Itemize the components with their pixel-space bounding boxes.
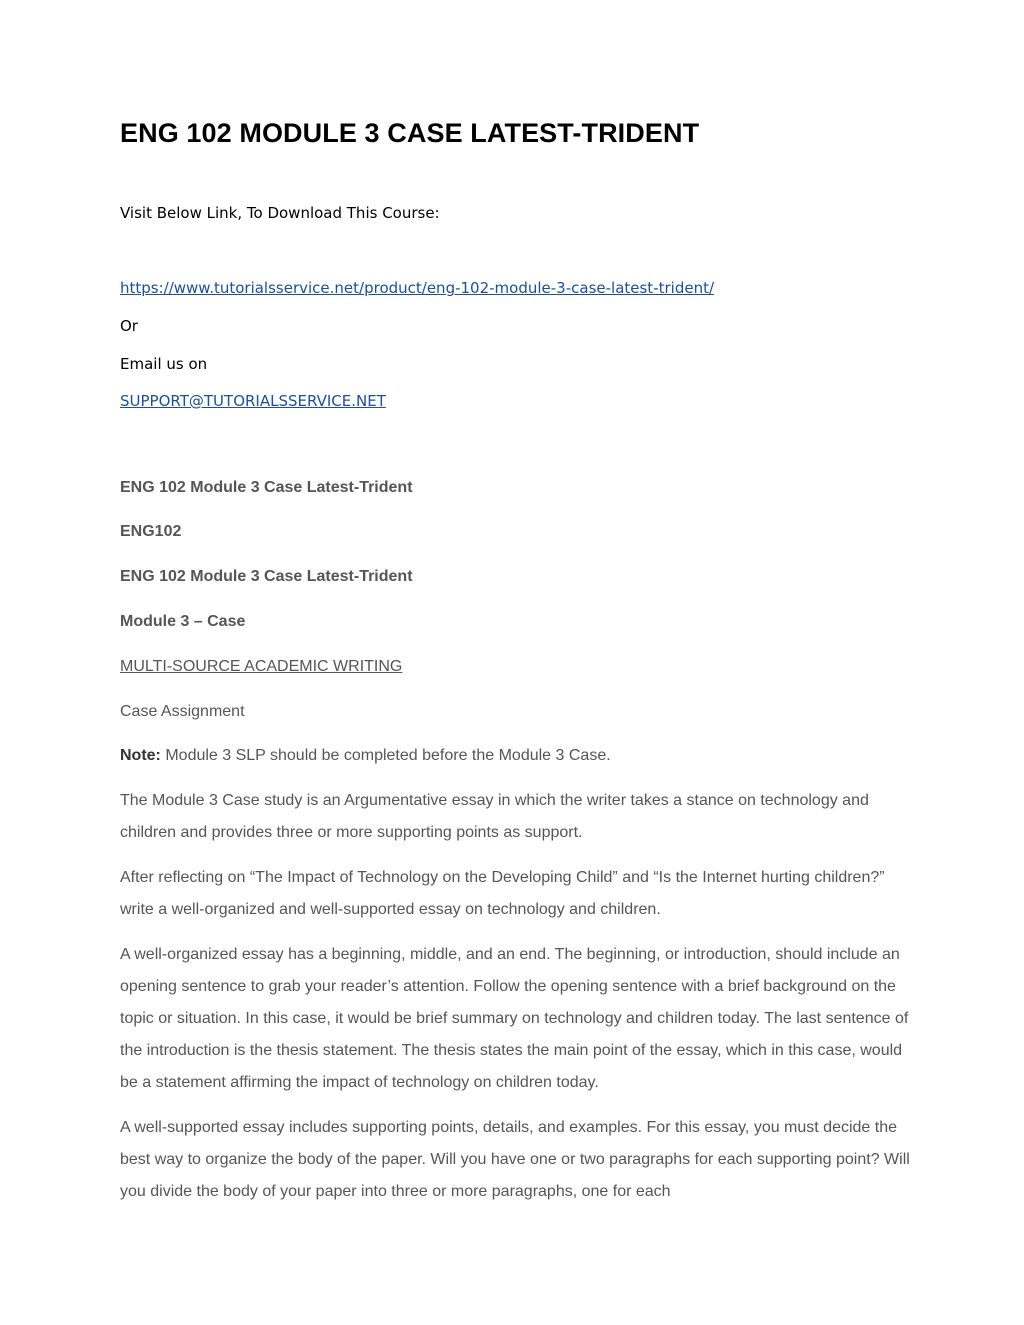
or-text: Or <box>120 317 138 335</box>
email-text: Email us on <box>120 355 208 373</box>
course-code: ENG102 <box>120 523 182 540</box>
paragraph-supported: A well-supported essay includes supporting points, details, and examples. For this essay, you must decide the best way to organize the body of the paper. Will you have one or two paragraphs for each supporting point? Will you divide the body of your paper into three or more paragraphs, one for each <box>120 1119 910 1200</box>
note-label: Note: <box>120 747 161 764</box>
case-assignment: Case Assignment <box>120 703 245 720</box>
heading-course-title: ENG 102 Module 3 Case Latest-Trident <box>120 479 413 496</box>
heading-course-title-repeat: ENG 102 Module 3 Case Latest-Trident <box>120 568 413 585</box>
section-link[interactable]: MULTI-SOURCE ACADEMIC WRITING <box>120 658 403 675</box>
paragraph-reflecting: After reflecting on “The Impact of Technology on the Developing Child” and “Is the Internet hurting children?” write a well-organized and well-supported essay on technology and children. <box>120 869 885 918</box>
note-line <box>120 747 611 765</box>
product-link[interactable]: https://www.tutorialsservice.net/product/eng-102-module-3-case-latest-trident/ <box>120 279 715 297</box>
support-email-link[interactable]: SUPPORT@TUTORIALSSERVICE.NET <box>120 392 386 410</box>
visit-text: Visit Below Link, To Download This Course: <box>120 204 440 222</box>
module-label: Module 3 – Case <box>120 613 246 630</box>
paragraph-argumentative: The Module 3 Case study is an Argumentative essay in which the writer takes a stance on technology and children and provides three or more supporting points as support. <box>120 792 869 841</box>
paragraph-organized: A well-organized essay has a beginning, middle, and an end. The beginning, or introduction, should include an opening sentence to grab your reader’s attention. Follow the opening sentence with a brief background on the topic or situation. In this case, it would be brief summary on technology and children today. The last sentence of the introduction is the thesis statement. The thesis states the main point of the essay, which in this case, would be a statement affirming the impact of technology on children today. <box>120 946 909 1091</box>
note-text: Module 3 SLP should be completed before the Module 3 Case. <box>160 747 611 764</box>
document-title: ENG 102 MODULE 3 CASE LATEST-TRIDENT <box>120 118 700 148</box>
